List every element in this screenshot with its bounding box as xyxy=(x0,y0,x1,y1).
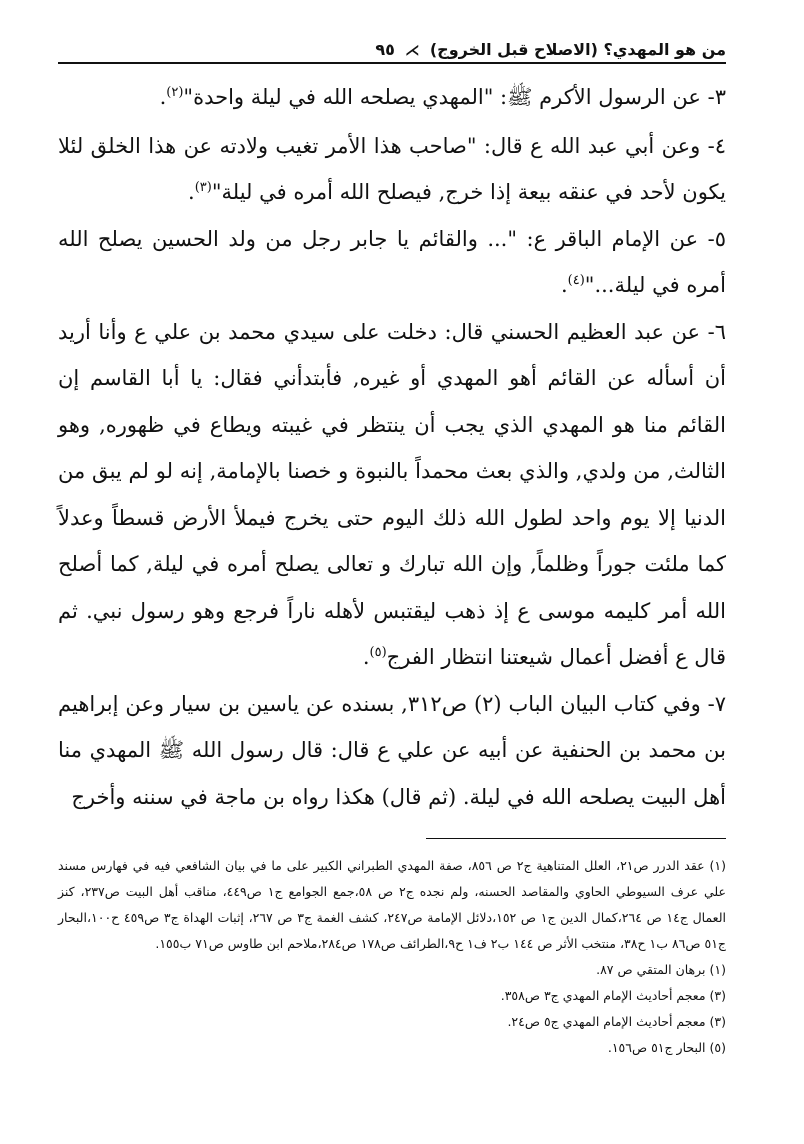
footnote: (١) برهان المتقي ص ٨٧. xyxy=(596,962,726,977)
paragraph: ٤- وعن أبي عبد الله ع قال: "صاحب هذا الأمر تغيب ولادته عن هذا الخلق لئلا يكون لأحد في عنقه بيعة إذا خرج, فيصلح الله أمره في ليلة"$^{(٣)}$. xyxy=(58,133,726,204)
footnote: (٣) معجم أحاديث الإمام المهدي ج٣ ص٣٥٨. xyxy=(500,988,726,1003)
footnote-ref: (٤) xyxy=(567,273,585,288)
paragraph: ٣- عن الرسول الأكرم ﷺ: "المهدي يصلحه الله في ليلة واحدة"$^{(٢)}$. xyxy=(159,85,726,109)
ornament-icon: ⋋ xyxy=(404,41,420,59)
document-page xyxy=(58,28,726,1118)
footnote-ref: (٢) xyxy=(166,85,184,100)
paragraph: ٦- عن عبد العظيم الحسني قال: دخلت على سيدي محمد بن علي ع وأنا أريد أن أسأله عن القائم أهو المهدي أو غيره, فأبتدأني فقال: يا أبا القاسم إن القائم منا هو المهدي الذي يجب أن ينتظر في غيبته ويطاع في ظهوره, وهو الثالث, من ولدي, والذي بعث محمداً بالنبوة و خصنا بالإمامة, إنه لو لم يبق من الدنيا إلا يوم واحد لطول الله ذلك اليوم حتى يخرج فيملأ الأرض قسطاً وعدلاً كما ملئت جوراً وظلماً, وإن الله تبارك و تعالى يصلح أمره في ليلة, كما أصلح الله أمر كليمه موسى ع إذ ذهب ليقتبس لأهله ناراً فرجع وهو رسول نبي. ثم قال ع أفضل أعمال شيعتنا انتظار الفرج$^{(٥)}$. xyxy=(58,319,726,669)
running-title: من هو المهدي؟ (الاصلاح قبل الخروج) xyxy=(429,40,726,59)
footnote: (٥) البحار ج٥١ ص١٥٦. xyxy=(607,1040,726,1055)
footnote-ref: (٥) xyxy=(369,645,387,660)
footnote: (٣) معجم أحاديث الإمام المهدي ج٥ ص٢٤. xyxy=(507,1014,726,1029)
footnote: (١) عقد الدرر ص٢١، العلل المتناهية ج٢ ص ٨٥٦، صفة المهدي الطبراني الكبير على ما في بيان الشافعي فيه في فهارس مسند علي عرف السيوطي الحاوي والمقاصد الحسنه، ولم نجده ج٢ ص ٥٨،جمع الجوامع ج١ ص٤٤٩، مناقب أهل البيت ص٢٣٧، كنز العمال ج١٤ ص ٢٦٤،كمال الدين ج١ ص ١٥٢،دلائل الإمامة ص٢٤٧، كشف الغمة ج٣ ص ٢٦٧، إثبات الهداة ج٣ ص٤٥٩ ح١٠٠،البحار ج٥١ ص٨٦ ب١ ح٣٨، منتخب الأثر ص ١٤٤ ب٢ ف١ ح٩،الطرائف ص١٧٨ ص٢٨٤،ملاحم ابن طاوس ص٧١ ب١٥٥. xyxy=(58,858,727,951)
footnotes xyxy=(58,853,726,1061)
page-header xyxy=(58,28,726,64)
body-text xyxy=(58,74,726,820)
footnote-ref: (٣) xyxy=(194,180,212,195)
footnote-divider xyxy=(426,838,726,839)
paragraph: ٥- عن الإمام الباقر ع: "... والقائم يا جابر رجل من ولد الحسين يصلح الله أمره في ليلة..."$^{(٤)}$. xyxy=(58,226,726,297)
paragraph: ٧- وفي كتاب البيان الباب (٢) ص٣١٢, بسنده عن ياسين بن سيار وعن إبراهيم بن محمد بن الحنفية عن أبيه عن علي ع قال: قال رسول الله ﷺ المهدي منا أهل البيت يصلحه الله في ليلة. (ثم قال) هكذا رواه بن ماجة في سننه وأخرج xyxy=(58,691,726,809)
page-number: ٩٥ xyxy=(375,40,395,59)
